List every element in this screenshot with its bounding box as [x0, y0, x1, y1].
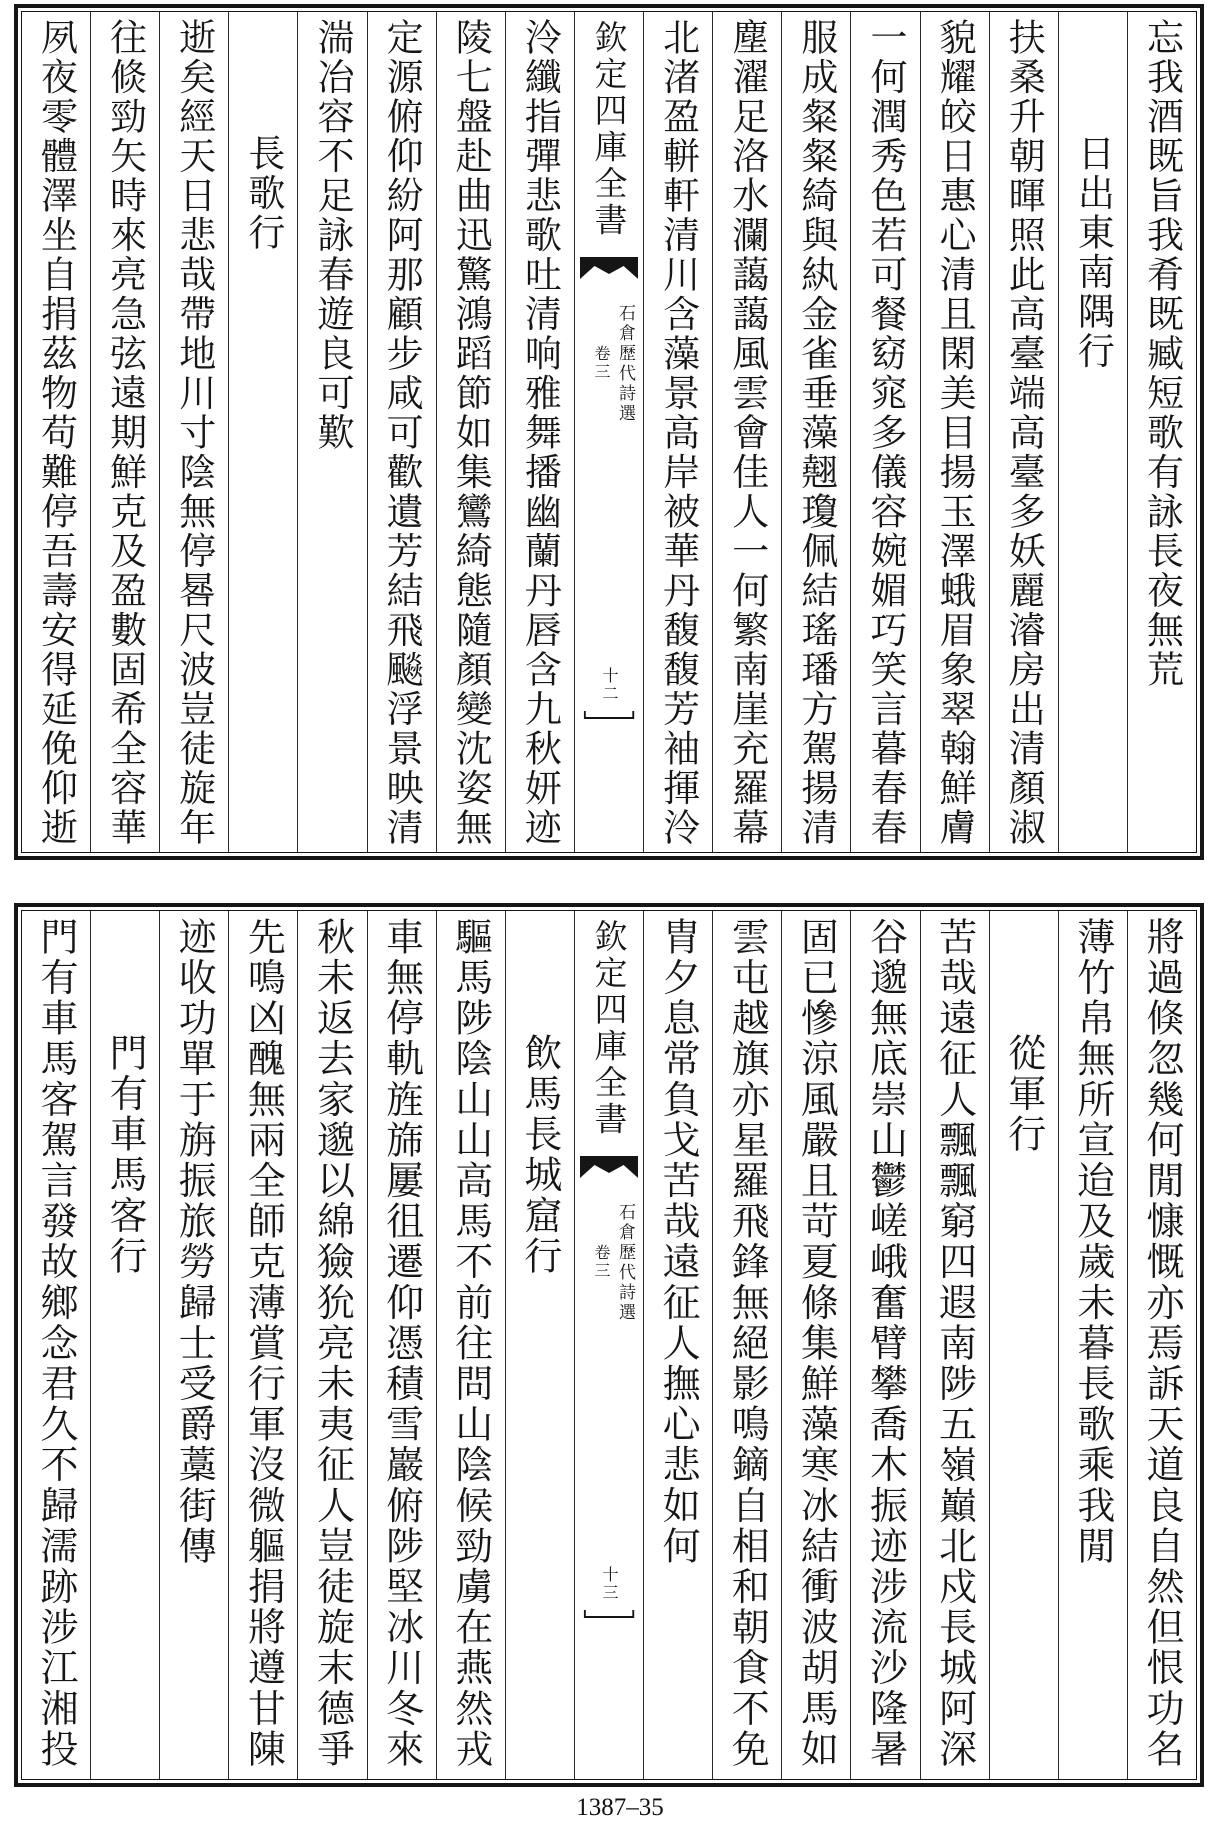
book-title: 欽定四庫全書: [589, 20, 629, 239]
poem-title: 門有車馬客行: [103, 1033, 148, 1277]
column-text: 泠纖指彈悲歌吐清响雅舞播幽蘭丹唇含九秋妍迹: [518, 18, 562, 848]
poem-title-column: [90, 911, 159, 1779]
text-column: [159, 12, 228, 852]
column-text: 一何潤秀色若可餐窈窕多儀容婉媚巧笑言暮春春: [863, 18, 907, 848]
text-column: [159, 911, 228, 1779]
column-text: 將過倏忽幾何閒慷慨亦焉訴天道良自然但恨功名: [1139, 917, 1184, 1770]
column-text: 忘我酒既旨我肴既臧短歌有詠長夜無荒: [1140, 18, 1184, 690]
column-text: 湍冶容不足詠春遊良可歎: [310, 18, 354, 453]
poem-title-column: [228, 12, 297, 852]
column-text: 雲屯越旗亦星羅飛鋒無絕影鳴鏑自相和朝食不免: [725, 917, 770, 1770]
poem-title: 日出東南隅行: [1071, 134, 1115, 371]
column-text: 服成粲粲綺與紈金雀垂藻翹瓊佩結瑤璠方駕揚清: [794, 18, 838, 848]
text-column: [22, 12, 90, 852]
text-column: [22, 911, 90, 1779]
leaf-number: 十二: [599, 667, 619, 703]
column-text: 車無停軌旌旆屢徂遷仰憑積雪巖俯陟堅冰川冬來: [379, 917, 424, 1770]
text-column: [505, 12, 574, 852]
book-title: 欽定四庫全書: [589, 919, 629, 1138]
column-text: 扶桑升朝暉照此高臺端高臺多妖麗濬房出清顏淑: [1002, 18, 1046, 848]
top-page-panel: [14, 4, 1204, 860]
page-number: 1387–35: [576, 1794, 664, 1821]
text-column: [712, 911, 781, 1779]
column-text: 驅馬陟陰山山高馬不前往問山陰候勁虜在燕然戎: [448, 917, 493, 1770]
column-text: 夙夜零體澤坐自捐茲物苟難停吾壽安得延俛仰逝: [34, 18, 78, 848]
poem-title: 飲馬長城窟行: [517, 1033, 562, 1277]
text-column: [850, 911, 919, 1779]
text-column: [367, 911, 436, 1779]
column-text: 貌耀皎日惠心清且閑美目揚玉澤蛾眉象翠翰鮮膚: [933, 18, 977, 848]
center-fold-column: [574, 911, 643, 1779]
page-frame: [21, 11, 1197, 853]
column-text: 陵七盤赴曲迅驚鴻蹈節如集鸞綺態隨顏變沈姿無: [449, 18, 493, 848]
column-text: 塵濯足洛水瀾藹藹風雲會佳人一何繁南崖充羅幕: [725, 18, 769, 848]
column-text: 往倐勁矢時來亮急弦遠期鮮克及盈數固希全容華: [103, 18, 147, 848]
lower-bracket-ornament: [583, 710, 635, 720]
fishtail-ornament: [580, 1156, 638, 1178]
text-column: [781, 12, 850, 852]
text-column: [850, 12, 919, 852]
text-column: [367, 12, 436, 852]
bottom-page-panel: [14, 903, 1204, 1787]
page-frame: [21, 910, 1197, 1780]
text-column: [643, 12, 712, 852]
poem-title: 從軍行: [1001, 1033, 1046, 1155]
poem-title-column: [989, 911, 1058, 1779]
column-text: 門有車馬客駕言發故鄉念君久不歸濡跡涉江湘投: [33, 917, 78, 1770]
text-column: [643, 911, 712, 1779]
text-column: [920, 12, 989, 852]
lower-bracket-ornament: [583, 1609, 635, 1619]
text-column: [1058, 911, 1127, 1779]
leaf-number: 十三: [599, 1566, 619, 1602]
source-title: 石倉歷代詩選: [615, 304, 635, 424]
column-text: 苦哉遠征人飄飄窮四遐南陟五嶺巔北戍長城阿深: [932, 917, 977, 1770]
text-column: [1127, 12, 1196, 852]
poem-title-column: [505, 911, 574, 1779]
column-text: 薄竹帛無所宣迨及歲未暮長歌乘我閒: [1070, 917, 1115, 1567]
text-column: [781, 911, 850, 1779]
text-column: [436, 12, 505, 852]
text-column: [989, 12, 1058, 852]
volume-label: 卷三: [592, 1244, 611, 1280]
column-text: 谷邈無底崇山鬱嵯峨奮臂攀喬木振迹涉流沙隆暑: [863, 917, 908, 1770]
text-column: [920, 911, 989, 1779]
text-column: [712, 12, 781, 852]
source-title: 石倉歷代詩選: [615, 1203, 635, 1323]
column-text: 秋未返去家邈以綿獫狁亮未夷征人豈徒旋末德爭: [310, 917, 355, 1770]
column-text: 固已慘涼風嚴且苛夏條集鮮藻寒冰結衝波胡馬如: [794, 917, 839, 1770]
text-column: [297, 911, 366, 1779]
text-column: [90, 12, 159, 852]
volume-label: 卷三: [592, 345, 611, 381]
poem-title-column: [1058, 12, 1127, 852]
text-column: [297, 12, 366, 852]
fishtail-ornament: [580, 257, 638, 279]
column-text: 迹收功單于旃振旅勞歸士受爵藁街傳: [172, 917, 217, 1567]
text-column: [436, 911, 505, 1779]
column-text: 定源俯仰紛阿那顧步咸可歡遺芳結飛飈浮景映清: [380, 18, 424, 848]
column-text: 先鳴凶醜無兩全師克薄賞行軍沒微軀捐將遵甘陳: [241, 917, 286, 1770]
column-text: 胄夕息常負戈苦哉遠征人撫心悲如何: [656, 917, 701, 1567]
poem-title: 長歌行: [241, 134, 285, 253]
text-column: [1127, 911, 1196, 1779]
center-fold-column: [574, 12, 643, 852]
column-text: 北渚盈軿軒清川含藻景高岸被華丹馥馥芳袖揮泠: [656, 18, 700, 848]
text-column: [228, 911, 297, 1779]
column-text: 逝矣經天日悲哉帶地川寸陰無停晷尺波豈徒旋年: [172, 18, 216, 848]
